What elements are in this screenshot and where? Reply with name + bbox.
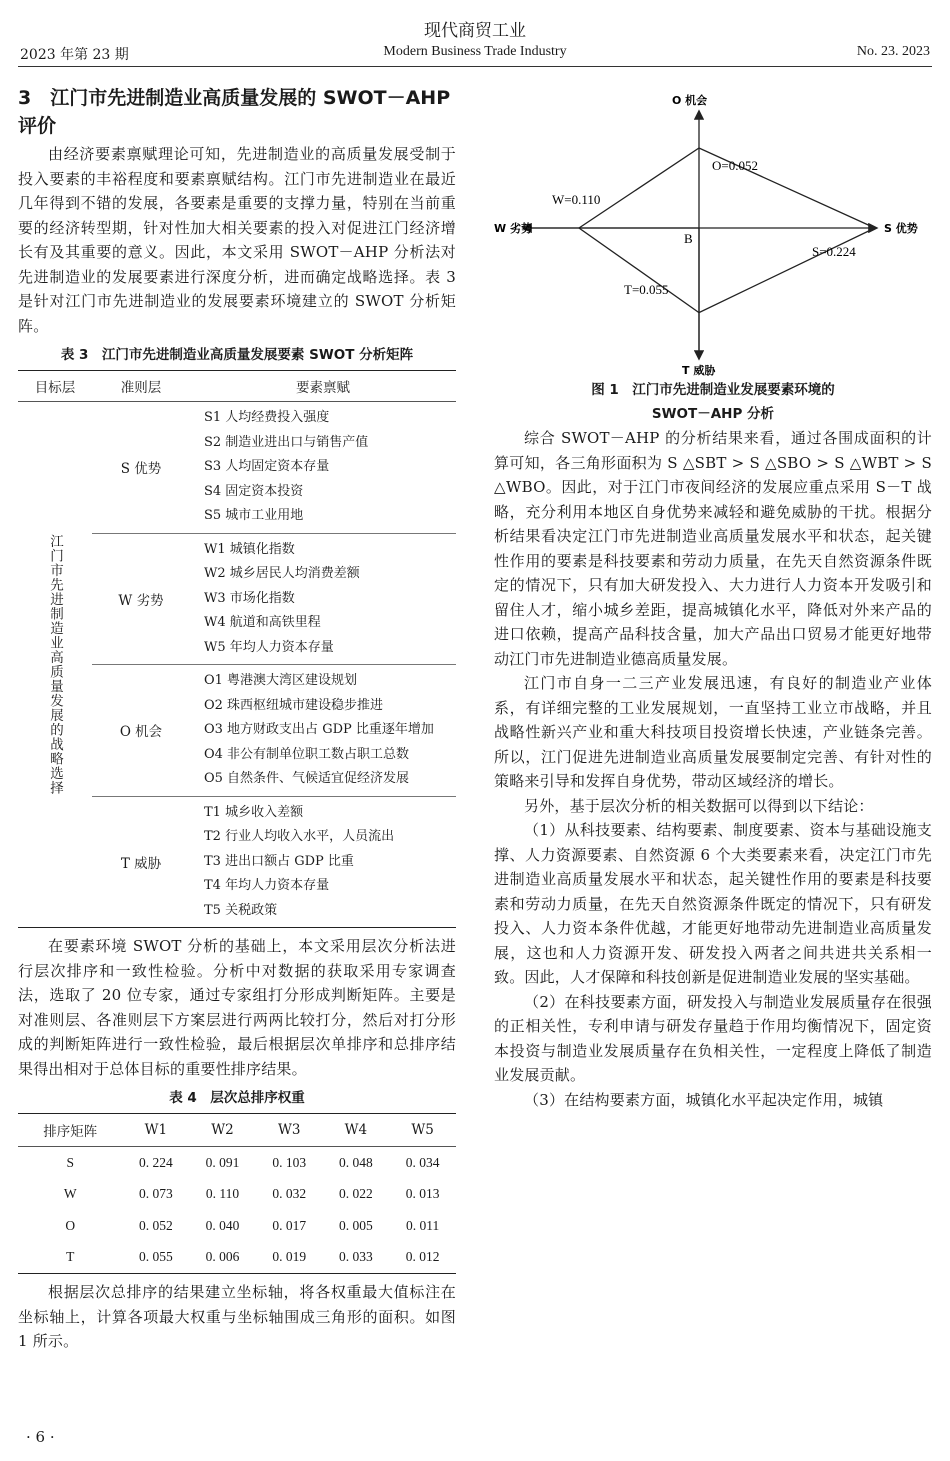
table4-cell: 0. 011 bbox=[405, 1217, 440, 1233]
table3-goal: 江门市先进制造业高质量发展的战略选择 bbox=[47, 534, 63, 795]
table4-cell: 0. 022 bbox=[339, 1186, 373, 1202]
table3-item: O5 自然条件、气候适宜促经济发展 bbox=[204, 771, 410, 786]
table3-item: T2 行业人均收入水平，人员流出 bbox=[204, 829, 395, 844]
table3-item: S2 制造业进出口与销售产值 bbox=[204, 434, 369, 450]
page-number: · 6 · bbox=[26, 1428, 55, 1446]
table4-row bbox=[18, 1210, 456, 1242]
table4-header: W1 bbox=[122, 1114, 189, 1147]
table4-cell: 0. 073 bbox=[138, 1186, 173, 1202]
value-label-t: T=0.055 bbox=[624, 282, 669, 297]
table3 bbox=[18, 370, 456, 928]
table4 bbox=[18, 1113, 456, 1274]
journal-title: 现代商贸工业 bbox=[424, 21, 526, 41]
table3-goal-cell bbox=[18, 402, 92, 928]
figure1-diagram bbox=[494, 88, 932, 378]
table3-item: O3 地方财政支出占 GDP 比重逐年增加 bbox=[204, 722, 434, 737]
value-label-w: W=0.110 bbox=[552, 192, 601, 207]
table4-cell: O bbox=[65, 1217, 76, 1233]
table4-cell: T bbox=[66, 1249, 75, 1265]
section-heading: 3 江门市先进制造业高质量发展的 SWOT－AHP 评价 bbox=[18, 87, 451, 137]
table4-row bbox=[18, 1242, 456, 1274]
table3-item: O2 珠西枢纽城市建设稳步推进 bbox=[204, 697, 384, 713]
paragraph-3: 根据层次总排序的结果建立坐标轴，将各权重最大值标注在坐标轴上，计算各项最大权重与坐标轴围成三角形的面积。如图 1 所示。 bbox=[18, 1283, 456, 1350]
table4-cell: 0. 091 bbox=[205, 1154, 240, 1170]
right-column bbox=[494, 84, 932, 1112]
table3-item: W4 航道和高铁里程 bbox=[204, 615, 321, 630]
table3-items bbox=[190, 533, 456, 665]
table3-criterion: W 劣势 bbox=[92, 533, 190, 665]
table3-criterion: O 机会 bbox=[92, 665, 190, 797]
table3-item: T1 城乡收入差额 bbox=[204, 804, 304, 820]
table4-row bbox=[18, 1147, 456, 1179]
table4-header: W5 bbox=[389, 1114, 456, 1147]
table4-cell: W bbox=[63, 1186, 77, 1202]
table4-caption: 表 4 层次总排序权重 bbox=[169, 1090, 305, 1106]
figure1-caption-line2: SWOT－AHP 分析 bbox=[651, 406, 775, 422]
table3-header-goal: 目标层 bbox=[18, 371, 92, 402]
table3-criterion: T 威胁 bbox=[92, 796, 190, 928]
table4-cell: 0. 019 bbox=[272, 1249, 307, 1265]
table4-header: W3 bbox=[256, 1114, 323, 1147]
paragraph-6: 另外，基于层次分析的相关数据可以得到以下结论： bbox=[524, 796, 874, 815]
table3-header-factors: 要素禀赋 bbox=[190, 371, 456, 402]
paragraph-1: 由经济要素禀赋理论可知，先进制造业的高质量发展受制于投入要素的丰裕程度和要素禀赋结构。江门市先进制造业在最近几年得到不错的发展，各要素是重要的支撑力量，特别在当前重要的经济转型期，针对性加大相关要素的投入对促进江门经济增长有及其重要的意义。因此，本文采用 SWOT－AHP 分析法对先进制造业的发展要素进行深度分析，进而确定战略选择。表 3 是针对江门市先进制造业的发展要素环境建立的 SWOT 分析矩阵。 bbox=[18, 145, 456, 335]
table3-item: W5 年均人力资本存量 bbox=[204, 639, 334, 655]
table4-header: W4 bbox=[323, 1114, 390, 1147]
table3-item: W2 城乡居民人均消费差额 bbox=[204, 566, 360, 581]
value-label-o: O=0.052 bbox=[712, 158, 758, 173]
table4-cell: 0. 110 bbox=[205, 1186, 240, 1202]
table4-cell: 0. 032 bbox=[272, 1186, 307, 1202]
table4-cell: S bbox=[66, 1154, 74, 1170]
figure1 bbox=[494, 88, 932, 378]
issue-number: No. 23. 2023 bbox=[856, 44, 930, 59]
paragraph-9: （3）在结构要素方面，城镇化水平起决定作用，城镇 bbox=[524, 1090, 884, 1109]
table3-caption: 表 3 江门市先进制造业高质量发展要素 SWOT 分析矩阵 bbox=[60, 347, 414, 363]
table4-cell: 0. 013 bbox=[405, 1186, 440, 1202]
axis-label-s: S 优势 bbox=[884, 222, 918, 235]
table3-group-s bbox=[18, 402, 456, 534]
table3-items bbox=[190, 665, 456, 797]
header-rule bbox=[18, 66, 932, 67]
table3-item: S1 人均经费投入强度 bbox=[204, 410, 330, 425]
table4-cell: 0. 033 bbox=[339, 1249, 373, 1265]
table3-item: T5 关税政策 bbox=[204, 902, 278, 918]
journal-title-en: Modern Business Trade Industry bbox=[383, 44, 567, 59]
table4-cell: 0. 052 bbox=[138, 1217, 173, 1233]
table4-cell: 0. 224 bbox=[138, 1154, 173, 1170]
table4-row bbox=[18, 1179, 456, 1211]
issue-label: 2023 年第 23 期 bbox=[20, 47, 129, 63]
table3-item: O4 非公有制单位职工数占职工总数 bbox=[204, 746, 410, 762]
table4-cell: 0. 055 bbox=[138, 1249, 173, 1265]
table3-item: S5 城市工业用地 bbox=[204, 508, 304, 523]
table3-item: O1 粤港澳大湾区建设规划 bbox=[204, 673, 358, 688]
table3-item: S4 固定资本投资 bbox=[204, 483, 304, 499]
table3-items bbox=[190, 796, 456, 928]
center-label: B bbox=[684, 231, 693, 246]
table3-item: T4 年均人力资本存量 bbox=[204, 878, 330, 893]
axis-label-w: W 劣势 bbox=[494, 222, 532, 235]
table4-cell: 0. 012 bbox=[405, 1249, 440, 1265]
table3-item: S3 人均固定资本存量 bbox=[204, 459, 330, 474]
table4-cell: 0. 006 bbox=[205, 1249, 240, 1265]
paragraph-7: （1）从科技要素、结构要素、制度要素、资本与基础设施支撑、人力资源要素、自然资源 6 个大类要素来看，决定江门市先进制造业高质量发展水平和状态，起关键性作用的要素是科技要素和劳动力质量，在先天自然资源条件既定的情况下，只有研发投入、人力资本条件优越，才能更好地带动先进制造业高质量发展，这也和人力资源开发、研发投入两者之间共进共关系相一致。因此，人才保障和科技创新是促进制造业发展的坚实基础。 bbox=[494, 821, 932, 986]
table3-item: W3 市场化指数 bbox=[204, 590, 295, 606]
table4-header: 排序矩阵 bbox=[18, 1114, 122, 1147]
paragraph-8: （2）在科技要素方面，研发投入与制造业发展质量存在很强的正相关性，专利申请与研发存量趋于作用均衡情况下，固定资本投资与制造业发展质量存在负相关性，一定程度上降低了制造业发展贡献。 bbox=[494, 992, 932, 1084]
left-column bbox=[18, 84, 456, 1354]
axis-label-o: O 机会 bbox=[672, 94, 708, 107]
paragraph-5: 江门市自身一二三产业发展迅速，有良好的制造业产业体系，有详细完整的工业发展规划，一直坚持工业立市战略，并且战略性新兴产业和重大科技项目投资增长快速，产业链条完善。所以，江门促进先进制造业高质量发展要制定完善、有针对性的策略来引导和发挥自身优势，带动区域经济的增长。 bbox=[494, 674, 932, 790]
value-label-s: S=0.224 bbox=[812, 244, 856, 259]
table3-header-criterion: 准则层 bbox=[92, 371, 190, 402]
table4-cell: 0. 040 bbox=[205, 1217, 240, 1233]
table4-cell: 0. 048 bbox=[339, 1154, 373, 1170]
table3-items bbox=[190, 402, 456, 534]
table4-cell: 0. 017 bbox=[272, 1217, 307, 1233]
table3-item: T3 进出口额占 GDP 比重 bbox=[204, 853, 354, 869]
paragraph-2: 在要素环境 SWOT 分析的基础上，本文采用层次分析法进行层次排序和一致性检验。分析中对数据的获取采用专家调查法，选取了 20 位专家，通过专家组打分形成判断矩阵。主要是对准则层、各准则层下方案层进行两两比较打分，然后对打分形成的判断矩阵进行一致性检验，最后根据层次单排序和总排序结果得出相对于总体目标的重要性排序结果。 bbox=[18, 937, 456, 1078]
figure1-caption-line1: 图 1 江门市先进制造业发展要素环境的 bbox=[591, 382, 835, 398]
table4-header: W2 bbox=[189, 1114, 256, 1147]
table4-cell: 0. 005 bbox=[339, 1217, 373, 1233]
table4-cell: 0. 034 bbox=[405, 1154, 440, 1170]
axis-label-t: T 威胁 bbox=[682, 364, 716, 377]
table3-item: W1 城镇化指数 bbox=[204, 541, 295, 557]
table3-criterion: S 优势 bbox=[120, 461, 162, 478]
table4-cell: 0. 103 bbox=[272, 1154, 307, 1170]
paragraph-4: 综合 SWOT－AHP 的分析结果来看，通过各围成面积的计算可知，各三角形面积为 S △SBT > S △SBO > S △WBT > S △WBO。因此，对于江门市夜间经济的发展应重点采用 S－T 战略，充分利用本地区自身优势来减轻和避免威胁的干扰。根据分析结果看决定江门市先进制造业高质量发展水平和状态，起关键性作用的要素是科技要素和劳动力质量，在先天自然资源条件既定的情况下，只有加大研发投入、大力进行人力资本开发吸引和留住人才，缩小城乡差距，提高城镇化水平，降低对外来产品的进口依赖，提高产品科技含量，加大产品出口贸易才能更好地带动江门市先进制造业德高质量发展。 bbox=[494, 429, 932, 668]
